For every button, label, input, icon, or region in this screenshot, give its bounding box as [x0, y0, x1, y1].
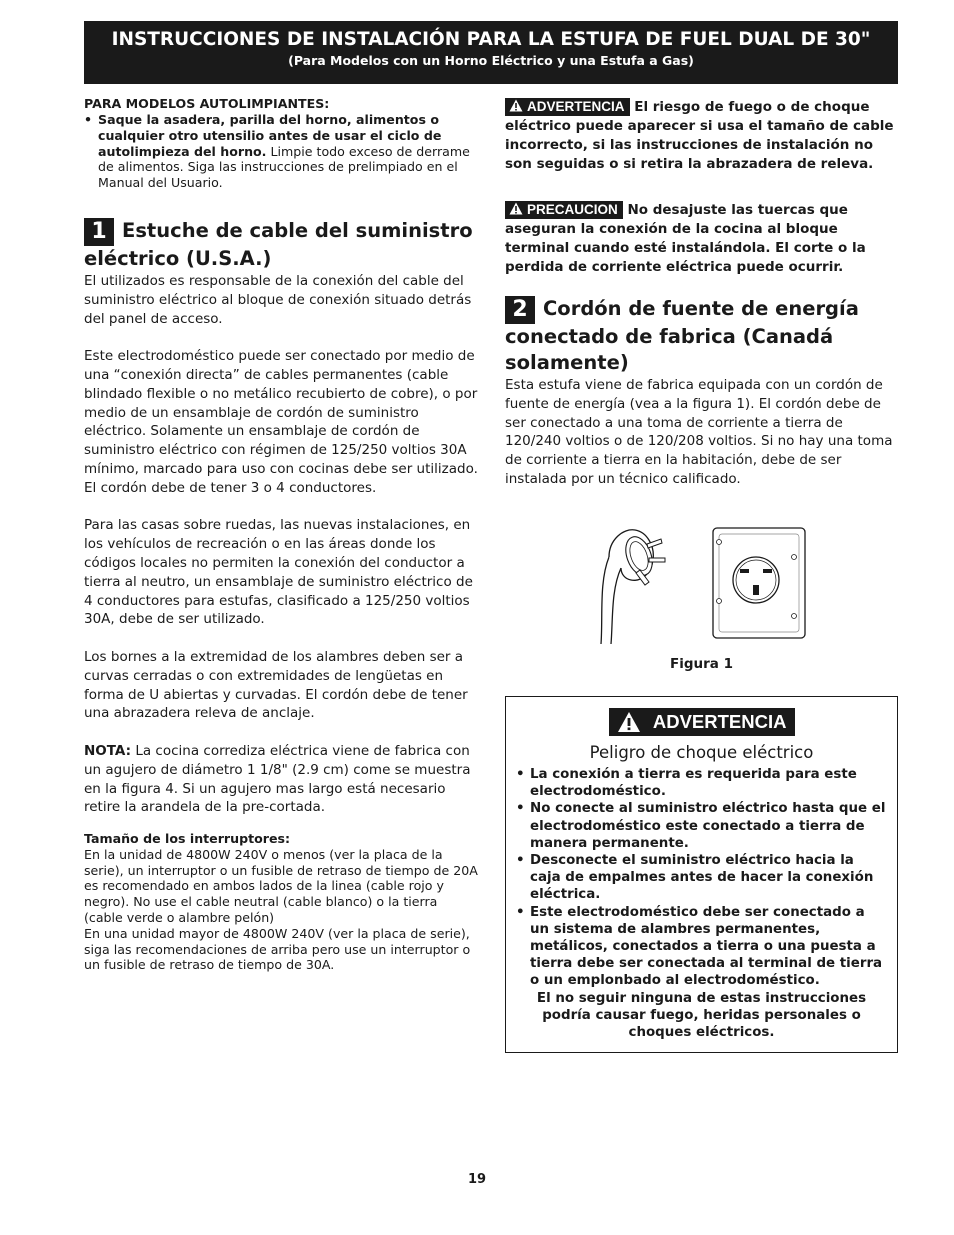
warnbox-list — [506, 766, 897, 990]
warnbox-item: • No conecte al suministro eléctrico hasta que el electrodoméstico este conectado a tierra de manera permanente. — [516, 800, 887, 852]
caution-text: No desajuste las tuercas que aseguran la conexión de la cocina al bloque terminal cuando esté instalándola. El corte o la perdida de corriente eléctrica puede ocurrir. — [505, 202, 866, 275]
section-1-paragraph-1: El utilizados es responsable de la conexión del cable del suministro eléctrico al bloque de conexión situado detrás del panel de acceso. — [84, 272, 472, 327]
figure-caption: Figura 1 — [670, 656, 733, 672]
autoclean-bold: Saque la asadera, parilla del horno, alimentos o cualquier otro utensilio antes de usar el ciclo de autolimpieza del horno. — [98, 112, 442, 159]
section-1-paragraph-2: Este electrodoméstico puede ser conectado por medio de una “conexión directa” de cables permanentes (cable blindado flexible o no metálico recubierto de cobre), o por medio de un ensamblaje de cordón de suministro eléctrico. Solamente un ensamblaje de cordón de suministro eléctrico con régimen de 125/250 voltios 30A mínimo, marcado para uso con cocinas debe ser utilizado. El cordón debe de tener 3 o 4 conductores. — [84, 348, 478, 496]
breakers-paragraph-1: En la unidad de 4800W 240V o menos (ver la placa de la serie), un interruptor o un fusible de retraso de tiempo de 20A es recomendado en ambos lados de la linea (cable rojo y negro). No use el cable neutral (cable blanco) o la tierra (cable verde o alambre pelón) — [84, 846, 478, 926]
autoclean-list — [84, 112, 480, 191]
warning-paragraph — [505, 98, 898, 174]
caution-triangle-icon — [509, 202, 523, 215]
left-column — [84, 96, 480, 973]
page-subtitle: (Para Modelos con un Horno Eléctrico y una Estufa a Gas) — [288, 53, 694, 68]
warnbox-triangle-icon — [617, 711, 641, 741]
power-cord-illustration — [595, 522, 810, 647]
warnbox-item: • Desconecte el suministro eléctrico hacia la caja de empalmes antes de hacer la conexión eléctrica. — [516, 852, 887, 904]
section-1-heading — [84, 218, 480, 272]
section-2-paragraph: Esta estufa viene de fabrica equipada con un cordón de fuente de energía (vea a la figura 1). El cordón debe de ser conectado a una toma de corriente a tierra de 120/240 voltios o de 120/208 voltios. Si no hay una toma de corriente a tierra en la habitación, debe de ser instalada por un técnico calificado. — [505, 377, 893, 487]
caution-paragraph — [505, 201, 898, 277]
caution-badge — [505, 201, 623, 219]
autoclean-item — [84, 112, 480, 191]
warning-text: El riesgo de fuego o de choque eléctrico puede aparecer si usa el tamaño de cable incorrecto, si las instrucciones de instalación no son seguidas o si retira la abrazadera de releva. — [505, 99, 894, 172]
section-2-title: Cordón de fuente de energía conectado de fabrica (Canadá solamente) — [505, 297, 859, 374]
right-column — [505, 98, 898, 489]
section-1-paragraph-4: Los bornes a la extremidad de los alambres deben ser a curvas cerradas o con extremidades de lengüetas en forma de U abiertas y curvadas. El cordón debe de tener una abrazadera releva de anclaje. — [84, 648, 468, 722]
warnbox-badge — [609, 708, 795, 736]
warnbox-item: • La conexión a tierra es requerida para este electrodoméstico. — [516, 766, 887, 800]
nota-label: NOTA: — [84, 742, 132, 759]
figure-plug-and-receptacle — [595, 522, 810, 647]
section-2-number: 2 — [505, 296, 535, 324]
warning-badge-label: ADVERTENCIA — [527, 99, 625, 114]
section-1-title: Estuche de cable del suministro eléctrico (U.S.A.) — [84, 218, 473, 270]
warning-badge — [505, 98, 630, 116]
autoclean-rest: Limpie todo exceso de derrame de alimentos. Siga las instrucciones de prelimpiado en el Manual del Usuario. — [98, 143, 470, 191]
page-title: INSTRUCCIONES DE INSTALACIÓN PARA LA ESTUFA DE FUEL DUAL DE 30" — [111, 29, 871, 50]
page-header — [84, 21, 898, 84]
breakers-paragraph-2: En una unidad mayor de 4800W 240V (ver la placa de serie), siga las recomendaciones de arriba pero use un interruptor o un fusible de retraso de tiempo de 30A. — [84, 925, 471, 973]
caution-badge-label: PRECAUCION — [527, 202, 618, 217]
section-1-paragraph-3: Para las casas sobre ruedas, las nuevas instalaciones, en los vehículos de recreación o en las áreas donde los códigos locales no permiten la conexión del conductor a tierra al neutro, un ensamblaje de suministro eléctrico de 4 conductores para estufas, clasificado a 125/250 voltios 30A, debe de ser utilizado. — [84, 517, 473, 628]
nota-paragraph — [84, 742, 480, 817]
nota-text: La cocina corrediza eléctrica viene de fabrica con un agujero de diámetro 1 1/8" (2.9 cm) come se muestra en la figura 4. Si un agujero mas largo está necesario retire la arandela de la pre-cortada. — [84, 742, 471, 816]
section-2-heading — [505, 296, 898, 376]
section-1-number: 1 — [84, 218, 114, 246]
warnbox-title: Peligro de choque eléctrico — [589, 743, 814, 762]
breakers-title: Tamaño de los interruptores: — [84, 831, 291, 847]
autoclean-label: PARA MODELOS AUTOLIMPIANTES: — [84, 96, 330, 111]
page-number: 19 — [467, 1172, 487, 1187]
warning-triangle-icon — [509, 99, 523, 112]
warnbox-badge-label: ADVERTENCIA — [652, 711, 787, 732]
shock-warning-box — [505, 696, 898, 1053]
warnbox-footer: El no seguir ninguna de estas instrucciones podría causar fuego, heridas personales o choques eléctricos. — [536, 990, 867, 1041]
warnbox-item: • Este electrodoméstico debe ser conectado a un sistema de alambres permanentes, metálicos, conectados a tierra o una puesta a tierra debe ser conectada al terminal de tierra o un emplonbado al electrodoméstico. — [516, 904, 887, 990]
